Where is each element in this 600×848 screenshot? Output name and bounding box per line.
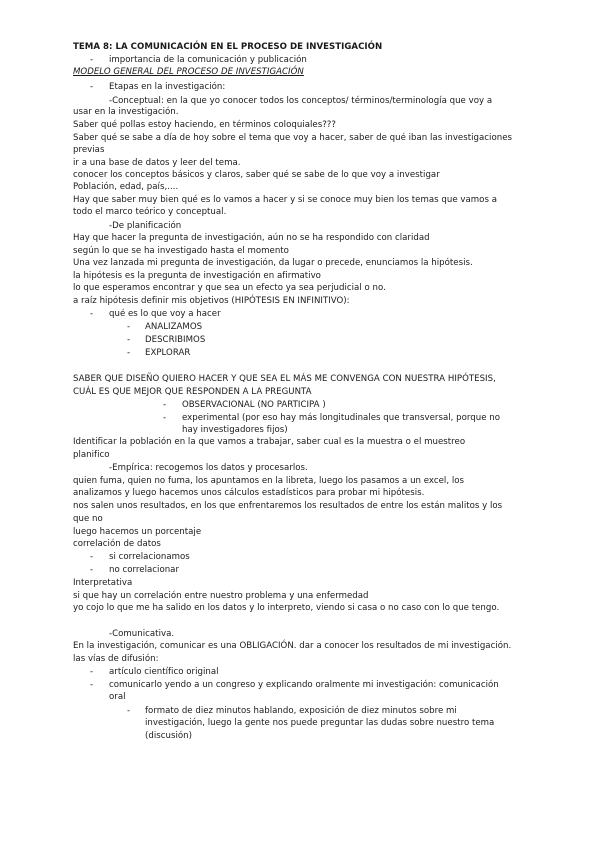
- planificacion-line: la hipótesis es la pregunta de investigación en afirmativo: [73, 271, 321, 281]
- verb-item: DESCRIBIMOS: [145, 335, 206, 345]
- objectives-bullet: qué es lo que voy a hacer: [109, 309, 221, 319]
- page-title: TEMA 8: LA COMUNICACIÓN EN EL PROCESO DE INVESTIGACIÓN: [73, 42, 383, 52]
- interpretativa-line: yo cojo lo que me ha salido en los datos y lo interpreto, viendo si casa o no caso con lo que tengo.: [73, 603, 500, 613]
- interpretativa-line: si que hay un correlación entre nuestro problema y una enfermedad: [73, 591, 369, 601]
- bullet-dash: -: [127, 706, 131, 716]
- bullet-dash: -: [127, 335, 131, 345]
- bullet-dash: -: [90, 565, 94, 575]
- oral-detail-line: formato de diez minutos hablando, exposición de diez minutos sobre mi: [145, 706, 457, 716]
- empirica-heading: -Empírica: recogemos los datos y procesarlos.: [109, 463, 308, 473]
- design-bullet: OBSERVACIONAL (NO PARTICIPA ): [182, 400, 326, 410]
- verb-item: EXPLORAR: [145, 348, 191, 358]
- etapas-bullet: Etapas en la investigación:: [109, 82, 226, 92]
- intro-bullet: importancia de la comunicación y publicación: [109, 55, 307, 65]
- conceptual-line: todo el marco teórico y conceptual.: [73, 207, 227, 217]
- correlation-bullet: si correlacionamos: [109, 552, 190, 562]
- diffusion-bullet: comunicarlo yendo a un congreso y explicando oralmente mi investigación: comunicación: [109, 680, 499, 690]
- bullet-dash: -: [127, 348, 131, 358]
- design-bullet-cont: hay investigadores fijos): [182, 425, 288, 435]
- bullet-dash: -: [127, 322, 131, 332]
- bullet-dash: -: [163, 400, 167, 410]
- conceptual-line: Hay que saber muy bien qué es lo vamos a hacer y si se conoce muy bien los temas que vamos a: [73, 195, 497, 205]
- comunicativa-heading: -Comunicativa.: [109, 629, 175, 639]
- diffusion-bullet-cont: oral: [109, 692, 126, 702]
- diffusion-bullet: artículo científico original: [109, 667, 219, 677]
- correlation-bullet: no correlacionar: [109, 565, 180, 575]
- design-bullet: experimental (por eso hay más longitudinales que transversal, porque no: [182, 413, 501, 423]
- planificacion-line: según lo que se ha investigado hasta el momento: [73, 246, 289, 256]
- bullet-dash: -: [90, 667, 94, 677]
- oral-detail-line: investigación, luego la gente nos puede preguntar las dudas sobre nuestro tema: [145, 718, 495, 728]
- comunicativa-line: las vías de difusión:: [73, 654, 159, 664]
- design-line: SABER QUE DISEÑO QUIERO HACER Y QUE SEA EL MÁS ME CONVENGA CON NUESTRA HIPÓTESIS,: [73, 374, 496, 384]
- empirica-line: que no: [73, 514, 103, 524]
- model-heading: MODELO GENERAL DEL PROCESO DE INVESTIGACIÓN: [73, 67, 304, 77]
- empirica-line: correlación de datos: [73, 539, 161, 549]
- planificacion-line: a raíz hipótesis definir mis objetivos (HIPÓTESIS EN INFINITIVO):: [73, 296, 350, 306]
- bullet-dash: -: [90, 82, 94, 92]
- conceptual-line: Saber qué se sabe a día de hoy sobre el tema que voy a hacer, saber de qué iban las investigaciones: [73, 133, 513, 143]
- empirica-line: quien fuma, quien no fuma, los apuntamos en la libreta, luego los pasamos a un excel, los: [73, 476, 465, 486]
- conceptual-line: ir a una base de datos y leer del tema.: [73, 158, 241, 168]
- population-line: Identificar la población en la que vamos a trabajar, saber cual es la muestra o el muestreo: [73, 437, 466, 447]
- conceptual-line: Saber qué pollas estoy haciendo, en términos coloquiales???: [73, 120, 336, 130]
- bullet-dash: -: [90, 552, 94, 562]
- conceptual-line: previas: [73, 145, 105, 155]
- design-line: CUÁL ES QUE MEJOR QUE RESPONDEN A LA PREGUNTA: [73, 387, 312, 397]
- oral-detail-line: (discusión): [145, 731, 192, 741]
- conceptual-line: Población, edad, país,....: [73, 182, 179, 192]
- planificacion-line: Una vez lanzada mi pregunta de investigación, da lugar o precede, enunciamos la hipótesis.: [73, 258, 473, 268]
- planificacion-line: Hay que hacer la pregunta de investigación, aún no se ha respondido con claridad: [73, 233, 430, 243]
- bullet-dash: -: [90, 55, 94, 65]
- bullet-dash: -: [163, 413, 167, 423]
- population-line: planifico: [73, 450, 110, 460]
- empirica-line: luego hacemos un porcentaje: [73, 527, 202, 537]
- planificacion-heading: -De planificación: [109, 221, 182, 231]
- bullet-dash: -: [90, 309, 94, 319]
- conceptual-line: usar en la investigación.: [73, 107, 179, 117]
- empirica-line: analizamos y luego hacemos unos cálculos estadísticos para probar mi hipótesis.: [73, 488, 425, 498]
- planificacion-line: lo que esperamos encontrar y que sea un efecto ya sea perjudicial o no.: [73, 283, 386, 293]
- empirica-line: nos salen unos resultados, en los que enfrentaremos los resultados de entre los están malitos y los: [73, 501, 503, 511]
- verb-item: ANALIZAMOS: [145, 322, 203, 332]
- interpretativa-heading: Interpretativa: [73, 578, 133, 588]
- comunicativa-line: En la investigación, comunicar es una OBLIGACIÓN. dar a conocer los resultados de mi investigación.: [73, 641, 512, 651]
- conceptual-line: conocer los conceptos básicos y claros, saber qué se sabe de lo que voy a investigar: [73, 170, 440, 180]
- conceptual-line: -Conceptual: en la que yo conocer todos los conceptos/ términos/terminología que voy a: [109, 96, 493, 106]
- bullet-dash: -: [90, 680, 94, 690]
